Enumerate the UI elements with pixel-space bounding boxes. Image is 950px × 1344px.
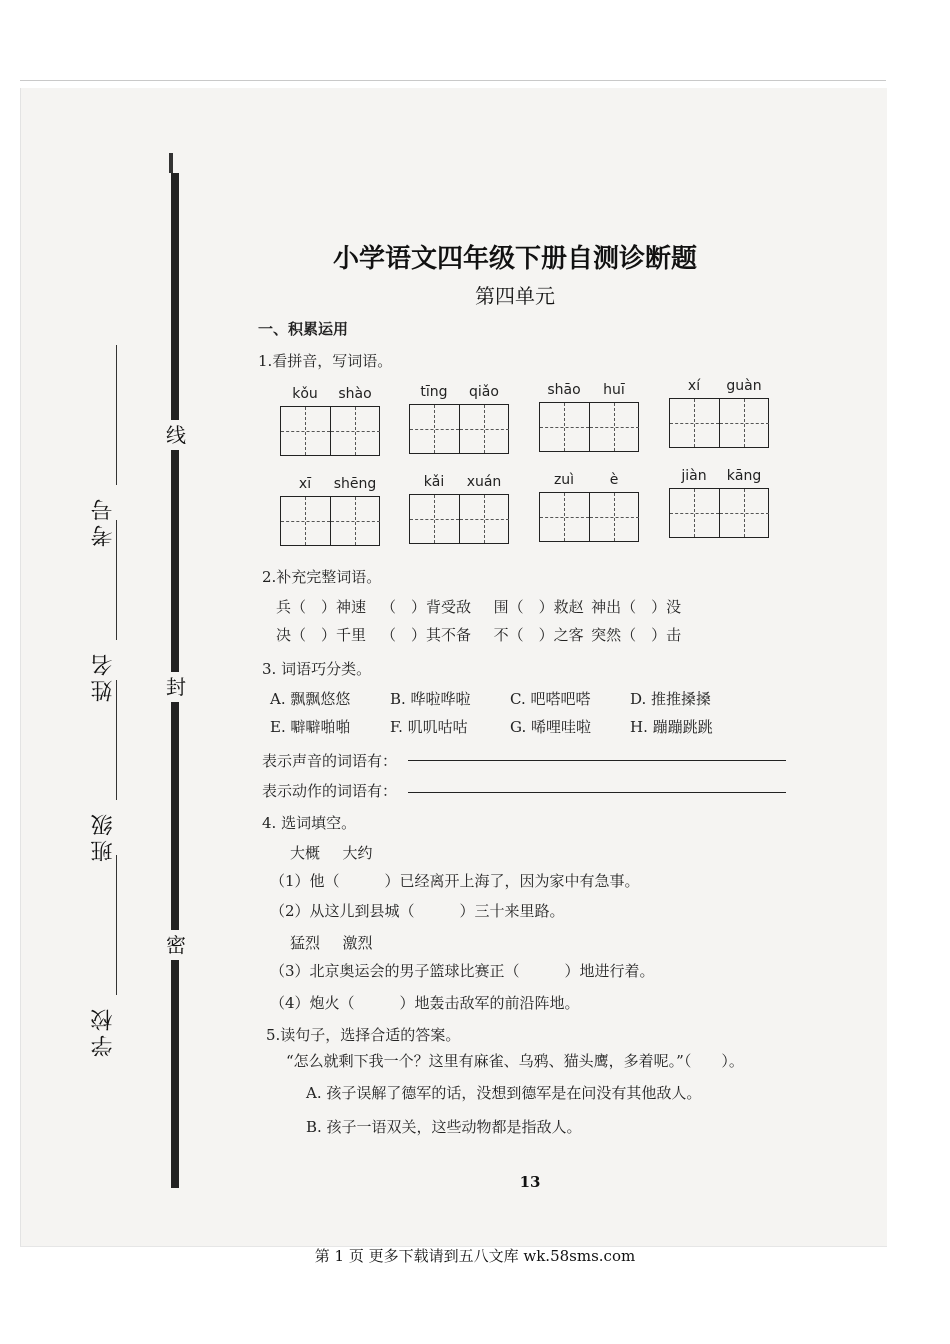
pinyin: kǎi bbox=[423, 474, 445, 490]
field-underline bbox=[116, 345, 117, 485]
pinyin: xí bbox=[687, 378, 701, 394]
action-words-label: 表示动作的词语有： bbox=[262, 782, 398, 800]
sound-words-answer-line[interactable] bbox=[408, 760, 786, 761]
pinyin: qiǎo bbox=[469, 384, 499, 400]
footer-text: 第 1 页 更多下载请到五八文库 wk.58sms.com bbox=[314, 1247, 636, 1265]
page-title: 小学语文四年级下册自测诊断题 bbox=[332, 244, 697, 274]
field-underline bbox=[116, 520, 117, 640]
idiom-row: 决（ ）千里 （ ）其不备 不（ ）之客 突然（ ）击 bbox=[276, 626, 682, 644]
seal-mark-secret: 密 bbox=[165, 930, 187, 960]
q3-prompt: 3. 词语巧分类。 bbox=[262, 660, 372, 678]
unit-subtitle: 第四单元 bbox=[475, 284, 555, 308]
pinyin: è bbox=[609, 472, 619, 488]
tian-grid bbox=[539, 492, 639, 542]
pinyin: tīng bbox=[420, 384, 448, 400]
pinyin: huī bbox=[603, 382, 625, 398]
tian-grid bbox=[280, 406, 380, 456]
tian-grid bbox=[409, 404, 509, 454]
scan-top-edge bbox=[20, 80, 886, 81]
pinyin: guàn bbox=[726, 378, 762, 394]
word-choice-pair: 猛烈 激烈 bbox=[290, 934, 373, 952]
pinyin: xī bbox=[298, 476, 312, 492]
tian-grid bbox=[669, 488, 769, 538]
field-school bbox=[70, 1005, 150, 1155]
section-heading: 一、积累运用 bbox=[258, 320, 349, 338]
word-options-row: E. 噼噼啪啪 F. 叽叽咕咕 G. 唏哩哇啦 H. 蹦蹦跳跳 bbox=[270, 718, 713, 736]
pinyin-writing-box[interactable] bbox=[280, 474, 380, 554]
q5-prompt: 5.读句子，选择合适的答案。 bbox=[266, 1026, 461, 1044]
q4-prompt: 4. 选词填空。 bbox=[262, 814, 357, 832]
field-label-name: 姓名 bbox=[91, 650, 116, 702]
pinyin-writing-box[interactable] bbox=[280, 384, 380, 464]
q2-prompt: 2.补充完整词语。 bbox=[262, 568, 382, 586]
word-options-row: A. 飘飘悠悠 B. 哗啦哗啦 C. 吧嗒吧嗒 D. 推推搡搡 bbox=[270, 690, 712, 708]
answer-option-b[interactable]: B. 孩子一语双关，这些动物都是指敌人。 bbox=[306, 1118, 582, 1136]
fill-sentence: （1）他（ ）已经离开上海了，因为家中有急事。 bbox=[270, 872, 640, 890]
pinyin-writing-box[interactable] bbox=[409, 472, 509, 552]
field-class bbox=[70, 810, 150, 960]
idiom-row: 兵（ ）神速 （ ）背受敌 围（ ）救赵 神出（ ）没 bbox=[276, 598, 682, 616]
pinyin: shāo bbox=[547, 382, 581, 398]
quoted-sentence: “怎么就剩下我一个？这里有麻雀、乌鸦、猫头鹰，多着呢。”（ ）。 bbox=[286, 1052, 744, 1070]
pinyin-writing-box[interactable] bbox=[669, 376, 769, 456]
pinyin: xuán bbox=[466, 474, 502, 490]
sound-words-label: 表示声音的词语有： bbox=[262, 752, 398, 770]
tian-grid bbox=[539, 402, 639, 452]
pinyin: shēng bbox=[333, 476, 377, 492]
pinyin: jiàn bbox=[681, 468, 707, 484]
tian-grid bbox=[280, 496, 380, 546]
pinyin-writing-box[interactable] bbox=[669, 466, 769, 546]
q1-prompt: 1.看拼音，写词语。 bbox=[258, 352, 393, 370]
field-label-school: 学校 bbox=[91, 1005, 116, 1057]
tian-grid bbox=[409, 494, 509, 544]
field-underline bbox=[116, 680, 117, 800]
pinyin-writing-box[interactable] bbox=[409, 382, 509, 462]
field-underline bbox=[116, 855, 117, 995]
word-choice-pair: 大概 大约 bbox=[290, 844, 373, 862]
tian-grid bbox=[669, 398, 769, 448]
pinyin-writing-box[interactable] bbox=[539, 380, 639, 460]
pinyin: shào bbox=[338, 386, 372, 402]
seal-mark-seal: 封 bbox=[165, 672, 187, 702]
answer-option-a[interactable]: A. 孩子误解了德军的话，没想到德军是在问没有其他敌人。 bbox=[306, 1084, 702, 1102]
pinyin: kǒu bbox=[292, 386, 318, 402]
action-words-answer-line[interactable] bbox=[408, 792, 786, 793]
field-exam-number bbox=[70, 495, 150, 645]
seal-mark-line: 线 bbox=[165, 420, 187, 450]
field-label-exam-number: 考号 bbox=[91, 495, 116, 547]
pinyin: zuì bbox=[553, 472, 575, 488]
page-number: 13 bbox=[519, 1173, 541, 1191]
pinyin-writing-box[interactable] bbox=[539, 470, 639, 550]
fill-sentence: （2）从这儿到县城（ ）三十来里路。 bbox=[270, 902, 565, 920]
fill-sentence: （4）炮火（ ）地轰击敌军的前沿阵地。 bbox=[270, 994, 580, 1012]
field-label-class: 班级 bbox=[91, 810, 116, 862]
pinyin: kāng bbox=[726, 468, 762, 484]
field-name bbox=[70, 650, 150, 800]
fill-sentence: （3）北京奥运会的男子篮球比赛正（ ）地进行着。 bbox=[270, 962, 655, 980]
